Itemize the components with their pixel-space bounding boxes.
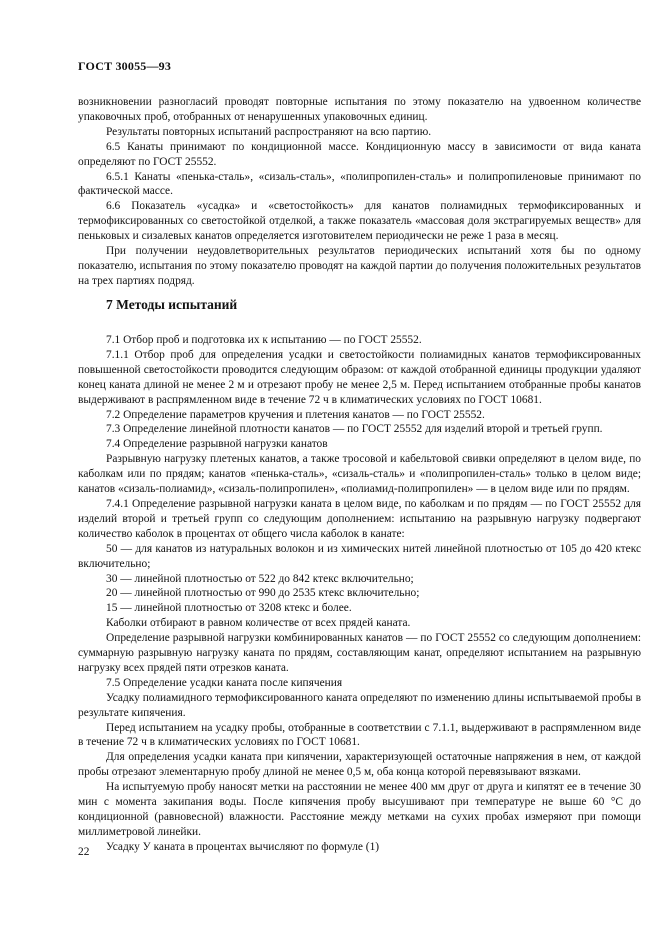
paragraph: 7.1.1 Отбор проб для определения усадки и светостойкости полиамидных канатов термофиксированных повышенной светостойкости проводится следующим образом: от каждой отобранной единицы продукции удаляют конец каната длиной не менее 2 м и отрезают пробу не менее 2,5 м. Перед испытанием отобранные пробы канатов выдерживают в распрямленном виде в течение 72 ч в климатических условиях по ГОСТ 10681.: [78, 348, 641, 406]
paragraph: 7.1 Отбор проб и подготовка их к испытанию — по ГОСТ 25552.: [106, 334, 422, 346]
paragraph: 6.5.1 Канаты «пенька-сталь», «сизаль-сталь», «полипропилен-сталь» и полипропиленовые принимают по фактической массе.: [78, 170, 641, 198]
paragraph: Усадку полиамидного термофиксированного каната определяют по изменению длины испытываемой пробы в результате кипячения.: [78, 691, 641, 719]
page-number: 22: [78, 846, 90, 858]
section-heading: 7 Методы испытаний: [106, 297, 238, 312]
list-item: 30 — линейной плотностью от 522 до 842 ктекс включительно;: [106, 572, 414, 585]
paragraph: Для определения усадки каната при кипячении, характеризующей остаточные напряжения в нем, от каждой пробы отрезают элементарную пробу длиной не менее 0,5 м, оба конца которой перевязывают вязками.: [78, 751, 641, 779]
list-item: 20 — линейной плотностью от 990 до 2535 ктекс включительно;: [106, 587, 420, 600]
list-item: 50 — для канатов из натуральных волокон и из химических нитей линейной плотностью от 105 до 420 ктекс включительно;: [78, 542, 641, 570]
list-item: 15 — линейной плотностью от 3208 ктекс и более.: [106, 602, 352, 615]
text-block-section-6: [78, 95, 641, 289]
paragraph: 6.5 Канаты принимают по кондиционной массе. Кондиционную массу в зависимости от вида каната определяют по ГОСТ 25552.: [78, 140, 641, 168]
paragraph: 7.4 Определение разрывной нагрузки канатов: [106, 438, 328, 451]
paragraph: 6.6 Показатель «усадка» и «светостойкость» для канатов полиамидных термофиксированных и термофиксированных со светостойкой отделкой, а также показатель «массовая доля экстрагируемых веществ» для пеньковых и сизалевых канатов определяется изготовителем периодически не реже 1 раза в месяц.: [78, 200, 641, 243]
paragraph: Результаты повторных испытаний распространяют на всю партию.: [106, 125, 432, 138]
paragraph: Усадку У каната в процентах вычисляют по формуле (1): [106, 840, 380, 853]
paragraph: При получении неудовлетворительных результатов периодических испытаний хотя бы по одному показателю, испытания по этому показателю проводят на каждой партии до получения положительных результатов на трех партиях подряд.: [78, 245, 641, 287]
paragraph: 7.5 Определение усадки каната после кипячения: [106, 676, 343, 689]
paragraph: 7.3 Определение линейной плотности канатов — по ГОСТ 25552 для изделий второй и третьей групп.: [106, 423, 603, 436]
paragraph: На испытуемую пробу наносят метки на расстоянии не менее 400 мм друг от друга и кипятят ее в течение 30 мин с момента закипания воды. После кипячения пробу высушивают при температуре не выше 60 °С до кондиционной (равновесной) влажности. Расстояние между метками на сухих пробах измеряют при помощи миллиметровой линейки.: [78, 781, 641, 838]
paragraph: 7.2 Определение параметров кручения и плетения канатов — по ГОСТ 25552.: [106, 408, 485, 421]
paragraph: Перед испытанием на усадку пробы, отобранные в соответствии с 7.1.1, выдерживают в распрямленном виде в течение 72 ч в климатических условиях по ГОСТ 10681.: [78, 721, 641, 749]
paragraph: Определение разрывной нагрузки комбинированных канатов — по ГОСТ 25552 со следующим дополнением: суммарную разрывную нагрузку каната по прядям, составляющим канат, определяют испытанием на разрывную нагрузку всех прядей пяти отрезков каната.: [78, 632, 641, 674]
paragraph: Разрывную нагрузку плетеных канатов, а также тросовой и кабельтовой свивки определяют в целом виде, по каболкам или по прядям; канатов «пенька-сталь», «сизаль-сталь» и «полипропилен-сталь» только в целом виде; канатов «сизаль-полиамид», «сизаль-полипропилен», «полиамид-полипропилен» — в целом виде или по прядям.: [78, 453, 641, 496]
paragraph: возникновении разногласий проводят повторные испытания по этому показателю на удвоенном количестве упаковочных проб, отобранных от ненарушенных упаковочных единиц.: [78, 96, 641, 123]
text-block-section-7: [78, 333, 641, 855]
paragraph: 7.4.1 Определение разрывной нагрузки каната в целом виде, по каболкам и по прядям — по ГОСТ 25552 для изделий второй и третьей групп со следующим дополнением: испытанию на разрывную нагрузку подвергают количество каболок в процентах от общего числа каболок в канате:: [78, 497, 641, 540]
paragraph: Каболки отбирают в равном количестве от всех прядей каната.: [106, 617, 411, 630]
page-header: ГОСТ 30055—93: [78, 59, 172, 73]
